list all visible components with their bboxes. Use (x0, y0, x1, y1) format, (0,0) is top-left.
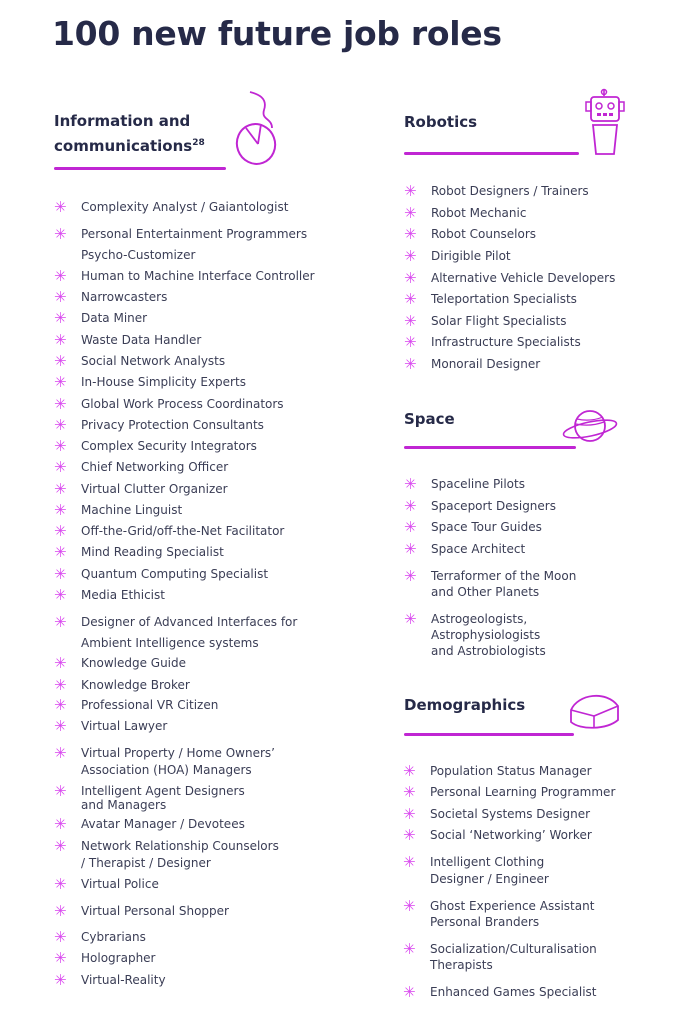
list-item: ✳ Virtual-Reality (54, 971, 166, 989)
asterisk-icon: ✳ (404, 518, 417, 536)
list-item: ✳ Mind Reading Specialist (54, 543, 224, 561)
list-item: ✳ Global Work Process Coordinators (54, 395, 284, 413)
list-item: ✳ Professional VR Citizen (54, 696, 219, 714)
mouse-icon (228, 88, 284, 168)
asterisk-icon: ✳ (403, 783, 416, 801)
robot-icon (583, 88, 629, 158)
list-item: and Other Planets (431, 585, 540, 599)
list-item: ✳ Knowledge Broker (54, 676, 190, 694)
list-item: ✳ Intelligent Agent Designers (54, 782, 245, 800)
asterisk-icon: ✳ (403, 897, 416, 915)
list-item: ✳ Virtual Personal Shopper (54, 902, 229, 920)
asterisk-icon: ✳ (54, 744, 67, 762)
list-item: ✳ Robot Mechanic (404, 204, 527, 222)
info-heading-line1: Information and (54, 112, 191, 130)
list-item: ✳ Solar Flight Specialists (404, 312, 567, 330)
asterisk-icon: ✳ (54, 267, 67, 285)
footnote-marker: 28 (192, 138, 205, 148)
asterisk-icon: ✳ (54, 586, 67, 604)
asterisk-icon: ✳ (404, 182, 417, 200)
asterisk-icon: ✳ (54, 971, 67, 989)
list-item: ✳ In-House Simplicity Experts (54, 373, 246, 391)
list-item: ✳ Network Relationship Counselors (54, 837, 279, 855)
demographics-underline (404, 733, 574, 736)
asterisk-icon: ✳ (54, 875, 67, 893)
asterisk-icon: ✳ (403, 805, 416, 823)
list-item: ✳ Complex Security Integrators (54, 437, 257, 455)
list-item: ✳ Machine Linguist (54, 501, 183, 519)
list-item: ✳ Human to Machine Interface Controller (54, 267, 315, 285)
list-item: ✳ Waste Data Handler (54, 331, 202, 349)
asterisk-icon: ✳ (54, 522, 67, 540)
list-item: ✳ Personal Entertainment Programmers (54, 225, 308, 243)
list-item: ✳ Social ‘Networking’ Worker (403, 826, 592, 844)
cheese-icon (566, 688, 624, 734)
section-heading-robotics: Robotics (404, 113, 478, 131)
list-item: ✳ Chief Networking Officer (54, 458, 229, 476)
section-heading-demographics: Demographics (404, 696, 526, 714)
asterisk-icon: ✳ (403, 940, 416, 958)
space-underline (404, 446, 576, 449)
list-item: Psycho-Customizer (81, 248, 196, 262)
list-item: Designer / Engineer (430, 872, 549, 886)
list-item: Ambient Intelligence systems (81, 636, 259, 650)
asterisk-icon: ✳ (54, 480, 67, 498)
info-heading-line2: communications (54, 137, 193, 155)
asterisk-icon: ✳ (404, 269, 417, 287)
asterisk-icon: ✳ (404, 290, 417, 308)
list-item: ✳ Robot Designers / Trainers (404, 182, 589, 200)
asterisk-icon: ✳ (404, 497, 417, 515)
list-item: ✳ Intelligent Clothing (403, 853, 545, 871)
asterisk-icon: ✳ (403, 826, 416, 844)
asterisk-icon: ✳ (54, 654, 67, 672)
asterisk-icon: ✳ (54, 837, 67, 855)
list-item: ✳ Space Architect (404, 540, 526, 558)
asterisk-icon: ✳ (404, 204, 417, 222)
list-item: ✳ Population Status Manager (403, 762, 592, 780)
list-item: ✳ Teleportation Specialists (404, 290, 577, 308)
list-item: Association (HOA) Managers (81, 763, 252, 777)
list-item: ✳ Avatar Manager / Devotees (54, 815, 245, 833)
asterisk-icon: ✳ (54, 815, 67, 833)
list-item: ✳ Astrogeologists, (404, 610, 528, 628)
asterisk-icon: ✳ (404, 610, 417, 628)
list-item: Therapists (430, 958, 493, 972)
asterisk-icon: ✳ (404, 355, 417, 373)
asterisk-icon: ✳ (404, 567, 417, 585)
asterisk-icon: ✳ (403, 853, 416, 871)
asterisk-icon: ✳ (403, 762, 416, 780)
asterisk-icon: ✳ (54, 782, 67, 800)
list-item: ✳ Ghost Experience Assistant (403, 897, 595, 915)
list-item: ✳ Societal Systems Designer (403, 805, 591, 823)
page-title: 100 new future job roles (52, 14, 502, 53)
list-item: ✳ Socialization/Culturalisation (403, 940, 597, 958)
asterisk-icon: ✳ (54, 198, 67, 216)
list-item: ✳ Media Ethicist (54, 586, 165, 604)
asterisk-icon: ✳ (54, 225, 67, 243)
list-item: ✳ Monorail Designer (404, 355, 541, 373)
asterisk-icon: ✳ (404, 247, 417, 265)
asterisk-icon: ✳ (404, 333, 417, 351)
section-heading-info (54, 110, 205, 157)
list-item: ✳ Privacy Protection Consultants (54, 416, 264, 434)
list-item: ✳ Terraformer of the Moon (404, 567, 577, 585)
list-item: ✳ Cybrarians (54, 928, 146, 946)
asterisk-icon: ✳ (54, 928, 67, 946)
robotics-underline (404, 152, 579, 155)
planet-icon (560, 402, 620, 452)
asterisk-icon: ✳ (54, 676, 67, 694)
list-item: ✳ Spaceline Pilots (404, 475, 525, 493)
asterisk-icon: ✳ (54, 902, 67, 920)
list-item: Personal Branders (430, 915, 540, 929)
list-item: ✳ Designer of Advanced Interfaces for (54, 613, 298, 631)
asterisk-icon: ✳ (54, 717, 67, 735)
asterisk-icon: ✳ (404, 475, 417, 493)
asterisk-icon: ✳ (54, 373, 67, 391)
list-item: and Managers (81, 798, 167, 812)
asterisk-icon: ✳ (54, 543, 67, 561)
asterisk-icon: ✳ (404, 540, 417, 558)
info-underline (54, 167, 226, 170)
list-item: ✳ Robot Counselors (404, 225, 537, 243)
asterisk-icon: ✳ (54, 352, 67, 370)
list-item: ✳ Social Network Analysts (54, 352, 226, 370)
asterisk-icon: ✳ (54, 437, 67, 455)
list-item: ✳ Knowledge Guide (54, 654, 187, 672)
list-item: ✳ Off-the-Grid/off-the-Net Facilitator (54, 522, 285, 540)
asterisk-icon: ✳ (54, 331, 67, 349)
list-item: ✳ Data Miner (54, 309, 148, 327)
asterisk-icon: ✳ (54, 458, 67, 476)
asterisk-icon: ✳ (54, 416, 67, 434)
list-item: and Astrobiologists (431, 644, 546, 658)
section-heading-space: Space (404, 410, 455, 428)
list-item: ✳ Personal Learning Programmer (403, 783, 616, 801)
list-item: ✳ Alternative Vehicle Developers (404, 269, 616, 287)
list-item: ✳ Infrastructure Specialists (404, 333, 581, 351)
list-item: ✳ Enhanced Games Specialist (403, 983, 597, 1001)
list-item: ✳ Virtual Lawyer (54, 717, 168, 735)
list-item: ✳ Virtual Clutter Organizer (54, 480, 228, 498)
list-item: ✳ Space Tour Guides (404, 518, 542, 536)
asterisk-icon: ✳ (54, 696, 67, 714)
asterisk-icon: ✳ (54, 501, 67, 519)
asterisk-icon: ✳ (403, 983, 416, 1001)
list-item: ✳ Holographer (54, 949, 156, 967)
asterisk-icon: ✳ (54, 613, 67, 631)
list-item: ✳ Complexity Analyst / Gaiantologist (54, 198, 289, 216)
asterisk-icon: ✳ (404, 225, 417, 243)
list-item: ✳ Narrowcasters (54, 288, 168, 306)
asterisk-icon: ✳ (404, 312, 417, 330)
asterisk-icon: ✳ (54, 949, 67, 967)
list-item: ✳ Virtual Property / Home Owners’ (54, 744, 275, 762)
list-item: ✳ Spaceport Designers (404, 497, 556, 515)
asterisk-icon: ✳ (54, 565, 67, 583)
list-item: / Therapist / Designer (81, 856, 211, 870)
list-item: ✳ Quantum Computing Specialist (54, 565, 269, 583)
asterisk-icon: ✳ (54, 288, 67, 306)
list-item: ✳ Dirigible Pilot (404, 247, 511, 265)
asterisk-icon: ✳ (54, 395, 67, 413)
list-item: ✳ Virtual Police (54, 875, 159, 893)
asterisk-icon: ✳ (54, 309, 67, 327)
list-item: Astrophysiologists (431, 628, 541, 642)
